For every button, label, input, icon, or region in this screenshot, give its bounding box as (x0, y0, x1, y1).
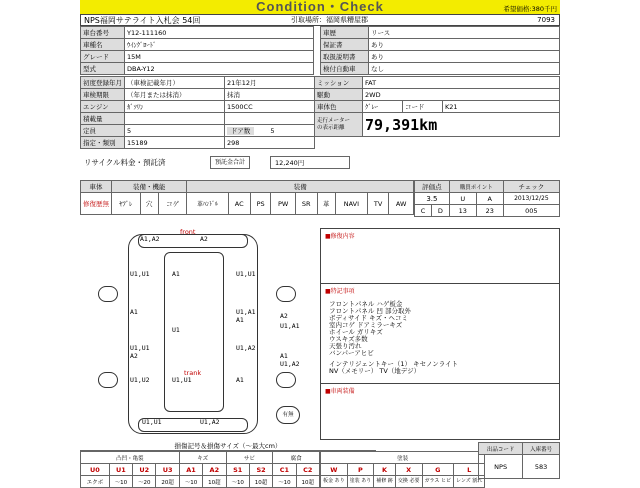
equip-item: TV (367, 193, 388, 215)
notes-panel (320, 228, 560, 440)
damage-label: U1,A1 (236, 308, 256, 316)
legend-code: U1 (109, 464, 132, 476)
special-line: ウスキズ多数 (329, 335, 368, 343)
special-line: フロントパネル ハゲ板金 (329, 300, 403, 308)
damage-label: U1,A1 (280, 322, 300, 330)
nv-line: NV（メモリー） TV（地デジ） (329, 367, 421, 375)
field-value: あり (369, 39, 560, 51)
meter-label-text: 走行メーター (317, 117, 351, 124)
field-label: 車歴 (321, 27, 369, 39)
equip-item: NAVI (335, 193, 367, 215)
engine-label: エンジン (81, 101, 125, 113)
keys-line: インテリジェントキー（1） キセノンライト (329, 360, 459, 368)
shop-table (478, 442, 560, 479)
damage-label: U1,U1 (172, 376, 192, 384)
legend-size: 10超 (249, 476, 272, 488)
damage-label: U1,U2 (130, 376, 150, 384)
damage-label: U1,A2 (200, 418, 220, 426)
legend-letter-desc (422, 476, 453, 488)
wheel-rear-left (98, 372, 118, 388)
legend-group: 凸凹・亀裂 (81, 452, 180, 464)
doors-cell (225, 125, 315, 137)
entry-value: 583 (523, 455, 560, 479)
legend-size: ～10 (109, 476, 132, 488)
legend-code: U3 (156, 464, 179, 476)
equip-item: SR (295, 193, 317, 215)
repair-history: 修復歴無 (81, 193, 112, 215)
recycle-fee-value: 12,240円 (270, 156, 350, 169)
damage-label: A2 (280, 312, 288, 320)
damage-label: A1 (280, 352, 288, 360)
damage-label: U1,U1 (130, 270, 150, 278)
check-date: 2013/12/25 (503, 193, 559, 205)
legend-letter-desc (395, 476, 422, 488)
size-value-2: 298 (225, 137, 315, 149)
damage-label: A1 (172, 270, 180, 278)
damage-label: A1 (236, 376, 244, 384)
drive-value: 2WD (363, 89, 560, 101)
score-header: 評価点 (415, 181, 450, 193)
sub: 跡 (387, 478, 393, 484)
point-u: U (449, 193, 476, 205)
color-value: ｸﾞﾚｰ (363, 101, 403, 113)
color-label: 車体色 (315, 101, 363, 113)
equip-item: 穴 (140, 193, 158, 215)
desc: 補修 (376, 478, 387, 484)
field-value: 15M (125, 51, 314, 63)
field-label: グレード (81, 51, 125, 63)
point-a: A (476, 193, 503, 205)
special-line: フロントパネル 凹 部分取外 (329, 307, 412, 315)
capacity-label: 定員 (81, 125, 125, 137)
legend-group: 塗装 (321, 452, 485, 464)
legend-size: ～10 (273, 476, 296, 488)
damage-label: A2 (130, 352, 138, 360)
special-line: 室内コゲ ドアミラーキズ (329, 321, 403, 329)
field-value: DBA-Y12 (125, 63, 314, 75)
drive-label: 駆動 (315, 89, 363, 101)
doors-value: 5 (270, 127, 275, 135)
score-table (414, 180, 560, 217)
equip-item: PW (271, 193, 295, 215)
spec-table (80, 76, 560, 149)
special-lines (329, 301, 458, 375)
damage-label: U1,U1 (130, 344, 150, 352)
color-code: K21 (443, 101, 560, 113)
legend-code: C1 (273, 464, 296, 476)
divider (321, 383, 559, 384)
first-reg-label: 初度登録年月 (81, 77, 125, 89)
desc: 板金 (323, 478, 334, 484)
legend-letter: P (347, 464, 374, 476)
sub: あり (334, 478, 345, 484)
legend (80, 442, 560, 486)
load-label: 積載量 (81, 113, 125, 125)
desc: ガラス (424, 478, 440, 484)
legend-letter: X (395, 464, 422, 476)
legend-code: U0 (81, 464, 110, 476)
field-label: 取扱説明書 (321, 51, 369, 63)
legend-group: 腐食 (273, 452, 320, 464)
damage-label: U1 (172, 326, 180, 334)
cc-value: 1500CC (225, 101, 315, 113)
legend-group: キズ (179, 452, 226, 464)
legend-letter-desc (374, 476, 396, 488)
damage-label: U1,A2 (236, 344, 256, 352)
inspection-value: 抹消 (225, 89, 315, 101)
spare-tire: 有無 (276, 406, 300, 424)
legend-letter: L (453, 464, 484, 476)
field-label: 保証書 (321, 39, 369, 51)
recycle-fee-label: 預託金合計 (210, 156, 250, 169)
car-diagram (80, 228, 320, 440)
field-label: 車台番号 (81, 27, 125, 39)
damage-label: U1,U1 (142, 418, 162, 426)
first-reg-value: 21年12月 (225, 77, 315, 89)
hope-price: 希望価格:380千円 (503, 5, 557, 13)
divider (321, 283, 559, 284)
field-label: 型式 (81, 63, 125, 75)
shop-value: NPS (479, 455, 523, 479)
trank-label: trank (184, 369, 202, 377)
legend-title: 損傷記号＆損傷サイズ（～最大cm） (80, 442, 376, 451)
equip-header-function: 装備・機能 (112, 181, 187, 193)
damage-label: A1 (236, 316, 244, 324)
equip-header-equip: 装備 (187, 181, 414, 193)
front-text: front (180, 228, 196, 236)
equip-header-body: 車体 (81, 181, 112, 193)
field-value: Y12-111160 (125, 27, 314, 39)
repair-label: ■修復内容 (325, 233, 355, 240)
pickup-place: 引取場所：福岡県糟屋郡 (291, 16, 368, 24)
score-value: 3.5 (415, 193, 450, 205)
auction-name: NPS福岡サテライト入札会 54回 (84, 16, 201, 25)
meter-sub-text: の表示距離 (317, 124, 345, 131)
legend-size: 20超 (156, 476, 179, 488)
code-n2: 23 (476, 205, 503, 217)
inspection-sub: （年月または抹消） (125, 89, 225, 101)
size-value-1: 15189 (125, 137, 225, 149)
field-value: ｳｲﾝｸﾞﾛｰﾄﾞ (125, 39, 314, 51)
recycle-row (80, 156, 560, 169)
equip-item: PS (250, 193, 271, 215)
legend-size: ～10 (226, 476, 249, 488)
equip-item: 革 (317, 193, 335, 215)
sub: 必要 (409, 478, 420, 484)
legend-letter-table (320, 451, 485, 488)
legend-letter: K (374, 464, 396, 476)
special-line: バンパーアヒビ (329, 349, 374, 357)
mission-label: ミッション (315, 77, 363, 89)
sub: 割れ (472, 478, 483, 484)
wheel-front-right (276, 286, 296, 302)
sub: ヒビ (440, 478, 451, 484)
legend-code: A2 (203, 464, 226, 476)
special-line: 天張り汚れ (329, 342, 362, 350)
legend-code: C2 (296, 464, 319, 476)
legend-letter-desc (347, 476, 374, 488)
doors-label: ドア数 (227, 127, 254, 135)
field-label: 検付自動車 (321, 63, 369, 75)
field-label: 車種名 (81, 39, 125, 51)
capacity-value: 5 (125, 125, 225, 137)
legend-group: サビ (226, 452, 273, 464)
legend-code: S1 (226, 464, 249, 476)
legend-letter-desc (321, 476, 348, 488)
engine-value: ｶﾞｿﾘﾝ (125, 101, 225, 113)
grade-c: C (415, 205, 432, 217)
legend-code: S2 (249, 464, 272, 476)
equip-label: ■車両装備 (325, 388, 355, 395)
sub: あり (361, 478, 372, 484)
legend-code-table (80, 451, 320, 488)
equip-item: 革ﾊﾝﾄﾞﾙ (187, 193, 228, 215)
equip-item: AW (389, 193, 414, 215)
desc: 交換 (397, 478, 408, 484)
right-fields-table (320, 26, 560, 75)
special-line: ボディサイド キズ・ヘコミ (329, 314, 408, 322)
legend-size: 10超 (203, 476, 226, 488)
legend-code: U2 (133, 464, 156, 476)
color-code-label: コード (403, 101, 443, 113)
special-line: ホイール ガリキズ (329, 328, 383, 336)
grade-d: D (431, 205, 449, 217)
wheel-front-left (98, 286, 118, 302)
damage-label: A2 (200, 235, 208, 243)
damage-label: U1,A2 (280, 360, 300, 368)
point-header: 購買ポイント (449, 181, 503, 193)
legend-letter: W (321, 464, 348, 476)
field-value: なし (369, 63, 560, 75)
special-label: ■特記事項 (325, 288, 355, 295)
damage-label: A1 (130, 308, 138, 316)
meter-label (315, 113, 363, 137)
legend-code: A1 (179, 464, 202, 476)
condition-check-banner: Condition・Check (80, 0, 560, 14)
left-fields-table (80, 26, 314, 75)
code-n1: 13 (449, 205, 476, 217)
first-reg-sub: （車検記載年月） (125, 77, 225, 89)
legend-size: ～10 (179, 476, 202, 488)
field-value: あり (369, 51, 560, 63)
legend-size: 10超 (296, 476, 319, 488)
check-header: チェック (503, 181, 559, 193)
mission-value: FAT (363, 77, 560, 89)
desc: 塗装 (349, 478, 360, 484)
entry-label: 入庫番号 (523, 443, 560, 455)
code-n3: 005 (503, 205, 559, 217)
recycle-label: リサイクル料金・預託済 (84, 158, 166, 167)
legend-letter: G (422, 464, 453, 476)
inspection-label: 車検期限 (81, 89, 125, 101)
lot-number: 7093 (537, 16, 555, 24)
equipment-table (80, 180, 414, 215)
desc: レンズ (455, 478, 471, 484)
wheel-rear-right (276, 372, 296, 388)
damage-label: U1,U1 (236, 270, 256, 278)
legend-size: ～20 (133, 476, 156, 488)
size-label: 指定・類別 (81, 137, 125, 149)
equip-item: コゲ (158, 193, 187, 215)
equip-item: ﾔﾌﾞﾚ (112, 193, 141, 215)
field-value: リース (369, 27, 560, 39)
equip-item: AC (228, 193, 250, 215)
shop-label: 出品コード (479, 443, 523, 455)
legend-size: エクボ (81, 476, 110, 488)
damage-label: A1,A2 (140, 235, 160, 243)
mileage: 79,391km (363, 113, 560, 137)
